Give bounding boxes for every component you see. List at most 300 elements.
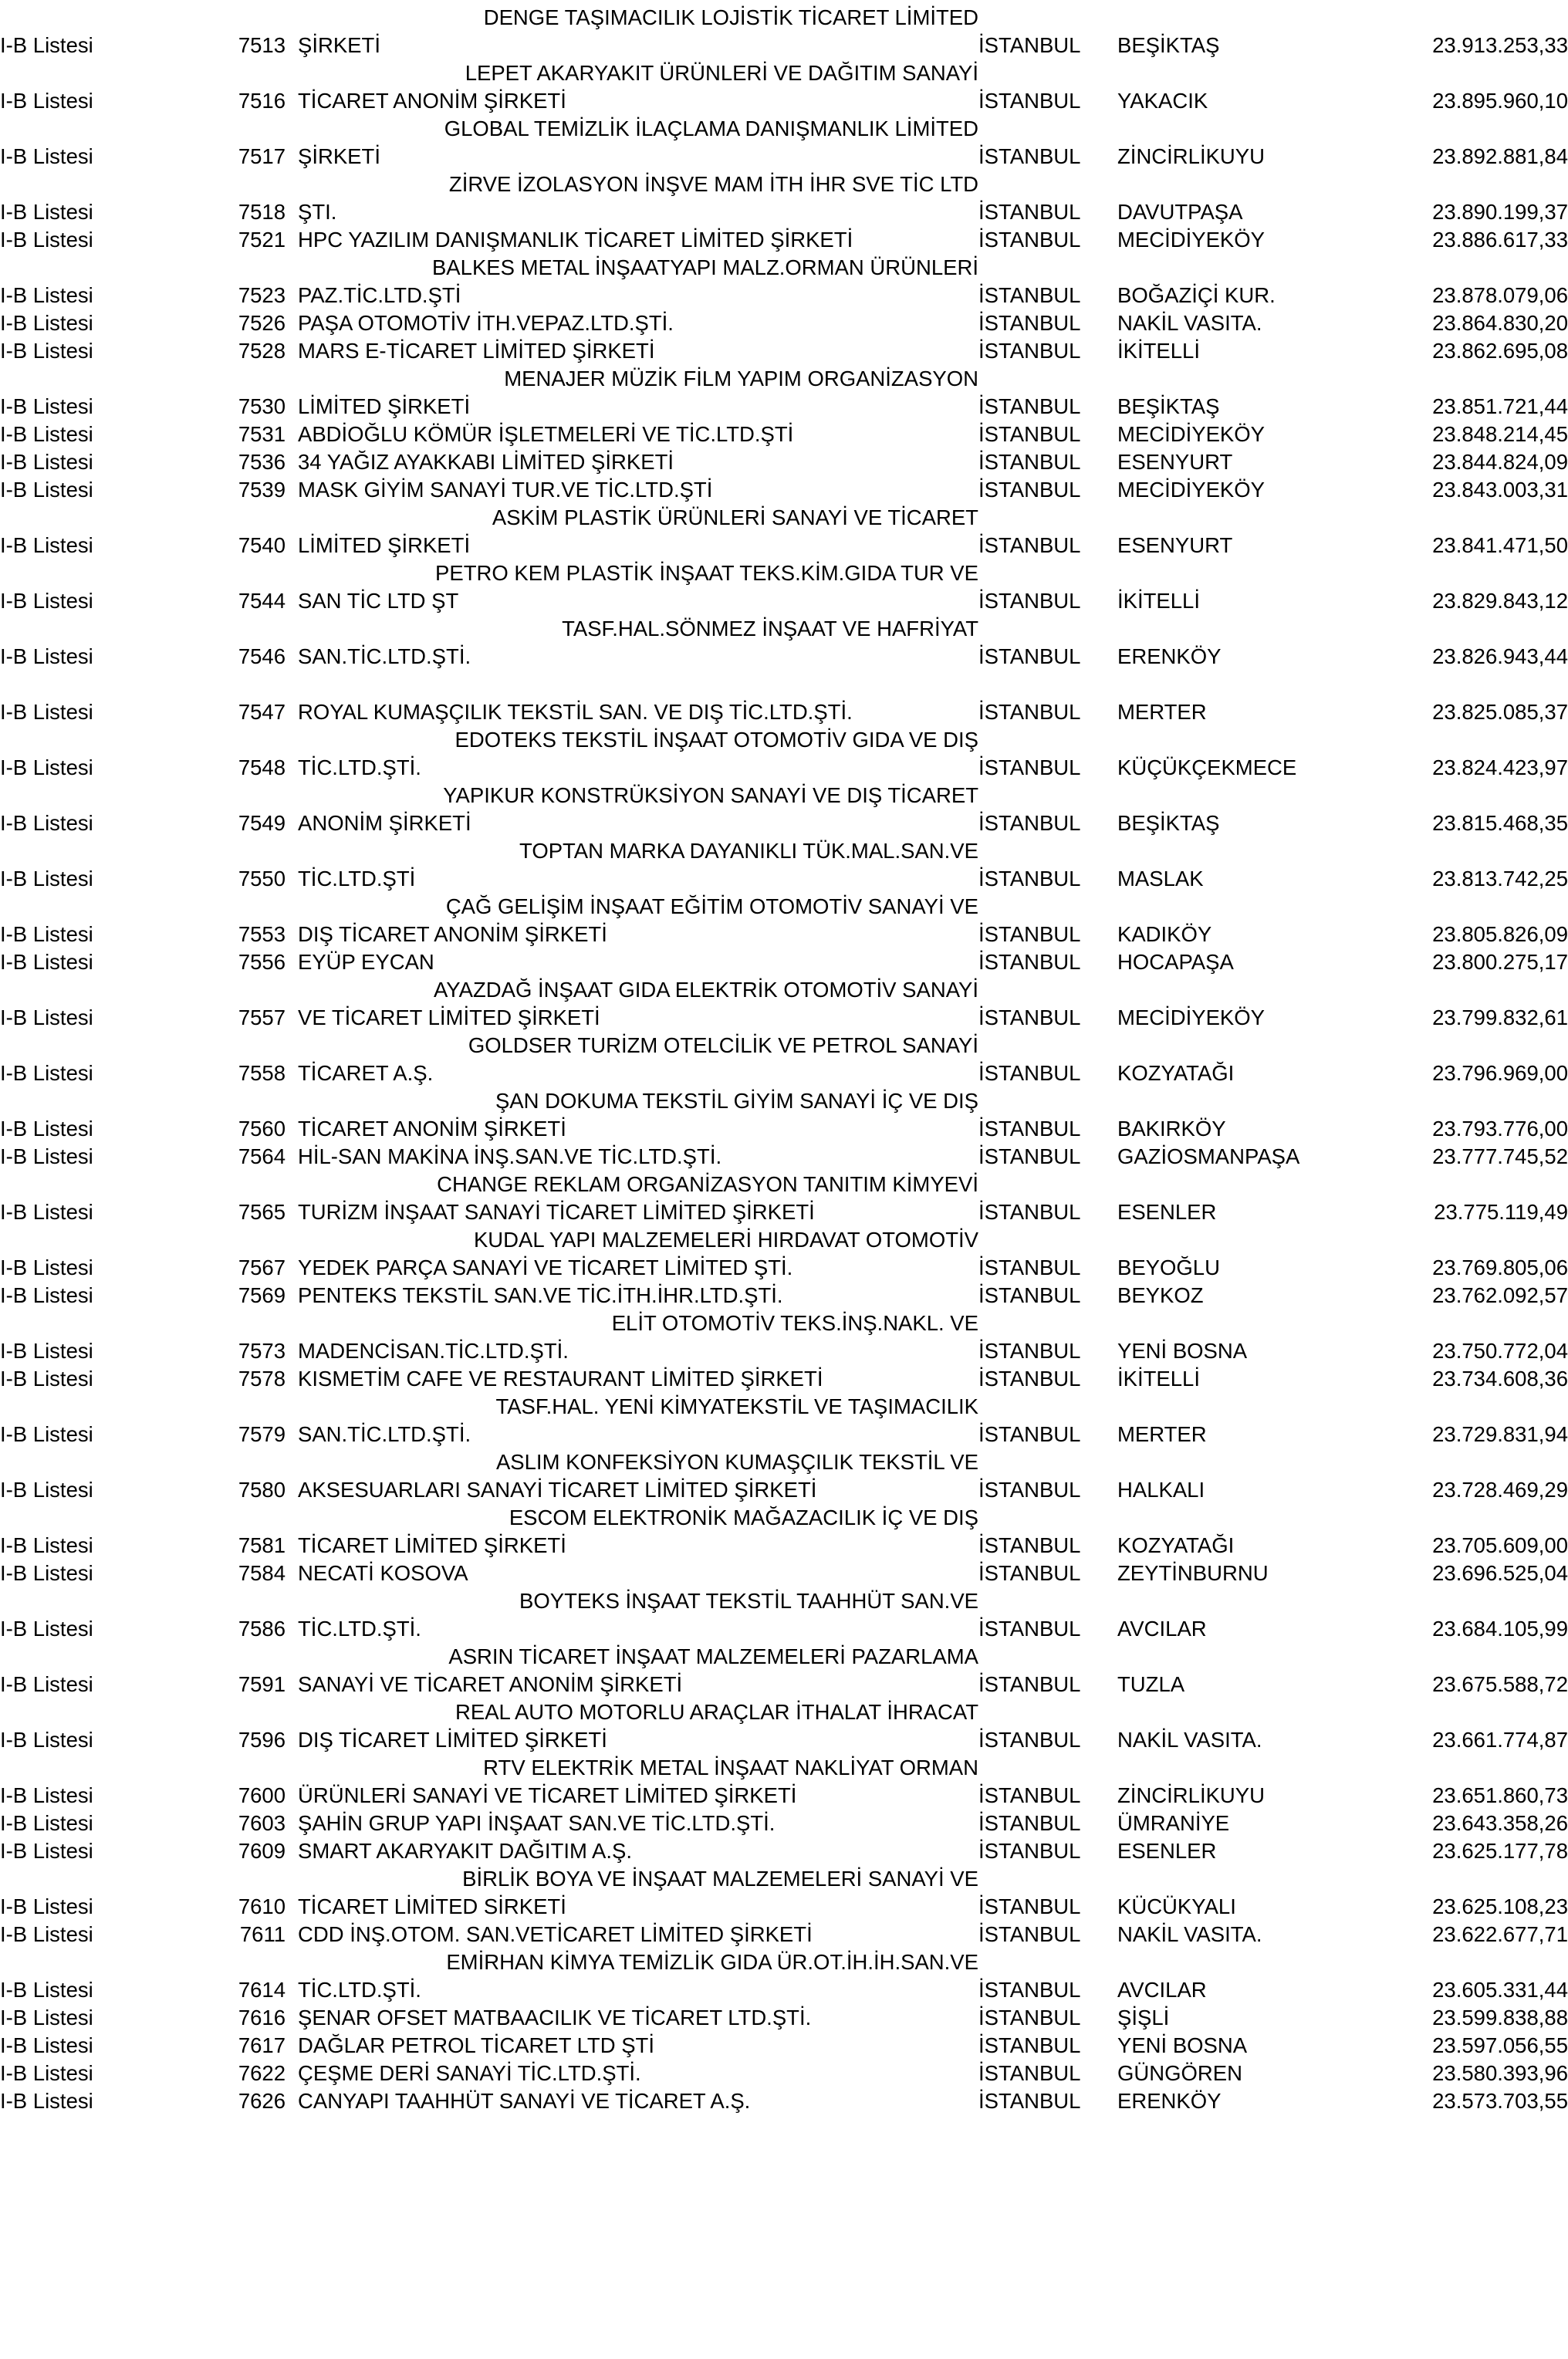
row-list-label-empty bbox=[0, 500, 231, 528]
district-cell: MECİDİYEKÖY bbox=[1117, 227, 1266, 252]
row-district-empty bbox=[1117, 611, 1395, 639]
table-row-name-continuation bbox=[0, 361, 1568, 389]
amount-cell: 23.605.331,44 bbox=[1432, 1977, 1568, 2002]
row-seq-empty bbox=[231, 556, 286, 583]
city-cell: İSTANBUL bbox=[978, 1533, 1081, 1557]
district-cell: MECİDİYEKÖY bbox=[1117, 421, 1266, 446]
city-cell: İSTANBUL bbox=[978, 1477, 1081, 1502]
table-row[interactable] bbox=[0, 333, 1568, 361]
amount-cell: 23.799.832,61 bbox=[1432, 1005, 1568, 1029]
company-name-cell: TİCARET ANONİM ŞİRKETİ bbox=[298, 1116, 566, 1141]
company-name-cell: MADENCİSAN.TİC.LTD.ŞTİ. bbox=[298, 1338, 569, 1363]
row-gap bbox=[286, 1722, 298, 1750]
row-gap bbox=[286, 1889, 298, 1917]
table-row[interactable] bbox=[0, 1139, 1568, 1167]
row-gap bbox=[286, 1861, 298, 1889]
row-amount-empty bbox=[1395, 1583, 1568, 1611]
list-name-cell: I-B Listesi bbox=[0, 1060, 93, 1085]
company-name-cell: SAN TİC LTD ŞT bbox=[298, 588, 459, 613]
row-district-empty bbox=[1117, 111, 1395, 139]
sequence-number-cell: 7609 bbox=[238, 1838, 286, 1863]
table-spacer-row bbox=[0, 667, 1568, 695]
table-row[interactable] bbox=[0, 1833, 1568, 1861]
table-row[interactable] bbox=[0, 750, 1568, 778]
city-cell: İSTANBUL bbox=[978, 1616, 1081, 1641]
city-cell: İSTANBUL bbox=[978, 2005, 1081, 2029]
table-row[interactable] bbox=[0, 583, 1568, 611]
list-name-cell: I-B Listesi bbox=[0, 1116, 93, 1141]
amount-cell: 23.728.469,29 bbox=[1432, 1477, 1568, 1502]
row-amount-empty bbox=[1395, 1306, 1568, 1333]
city-cell: İSTANBUL bbox=[978, 532, 1081, 557]
table-row[interactable] bbox=[0, 1195, 1568, 1222]
sequence-number-cell: 7531 bbox=[238, 421, 286, 446]
row-district-empty bbox=[1117, 1306, 1395, 1333]
table-row-name-continuation bbox=[0, 611, 1568, 639]
row-amount-empty bbox=[1395, 361, 1568, 389]
row-city-empty bbox=[978, 1945, 1117, 1972]
sequence-number-cell: 7578 bbox=[238, 1366, 286, 1391]
row-gap bbox=[286, 1389, 298, 1417]
table-row-name-continuation bbox=[0, 56, 1568, 83]
row-district-empty bbox=[1117, 1861, 1395, 1889]
row-gap bbox=[286, 806, 298, 833]
row-list-label-empty bbox=[0, 1861, 231, 1889]
table-row[interactable] bbox=[0, 2084, 1568, 2111]
company-name-wrapped-line: DENGE TAŞIMACILIK LOJİSTİK TİCARET LİMİTED bbox=[483, 5, 978, 29]
district-cell: MECİDİYEKÖY bbox=[1117, 1005, 1266, 1029]
row-city-empty bbox=[978, 778, 1117, 806]
amount-cell: 23.895.960,10 bbox=[1432, 88, 1568, 113]
district-cell: ERENKÖY bbox=[1117, 2088, 1222, 2113]
company-name-cell: DIŞ TİCARET LİMİTED ŞİRKETİ bbox=[298, 1727, 607, 1752]
table-row[interactable] bbox=[0, 861, 1568, 889]
table-row[interactable] bbox=[0, 1333, 1568, 1361]
amount-cell: 23.851.721,44 bbox=[1432, 394, 1568, 418]
row-district-empty bbox=[1117, 778, 1395, 806]
sequence-number-cell: 7548 bbox=[238, 755, 286, 779]
company-name-wrapped-line: BOYTEKS İNŞAAT TEKSTİL TAAHHÜT SAN.VE bbox=[519, 1588, 978, 1613]
company-name-wrapped-line: ESCOM ELEKTRONİK MAĞAZACILIK İÇ VE DIŞ bbox=[509, 1505, 978, 1529]
row-district-empty bbox=[1117, 833, 1395, 861]
row-city-empty bbox=[978, 167, 1117, 194]
row-city-empty bbox=[978, 1750, 1117, 1778]
district-cell: BEŞİKTAŞ bbox=[1117, 394, 1220, 418]
table-row[interactable] bbox=[0, 83, 1568, 111]
table-row[interactable] bbox=[0, 389, 1568, 417]
row-amount-empty bbox=[1395, 56, 1568, 83]
company-name-cell: SANAYİ VE TİCARET ANONİM ŞİRKETİ bbox=[298, 1671, 683, 1696]
row-gap bbox=[286, 1333, 298, 1361]
table-row-name-continuation bbox=[0, 1583, 1568, 1611]
company-name-wrapped-line: REAL AUTO MOTORLU ARAÇLAR İTHALAT İHRACAT bbox=[455, 1699, 978, 1724]
table-row[interactable] bbox=[0, 1250, 1568, 1278]
list-name-cell: I-B Listesi bbox=[0, 810, 93, 835]
district-cell: HOCAPAŞA bbox=[1117, 949, 1234, 974]
row-gap bbox=[286, 167, 298, 194]
row-gap bbox=[286, 2028, 298, 2056]
row-amount-empty bbox=[1395, 1500, 1568, 1528]
company-name-wrapped-line: YAPIKUR KONSTRÜKSİYON SANAYİ VE DIŞ TİCARET bbox=[443, 782, 978, 807]
list-name-cell: I-B Listesi bbox=[0, 2088, 93, 2113]
sequence-number-cell: 7549 bbox=[238, 810, 286, 835]
row-amount-empty bbox=[1395, 0, 1568, 28]
district-cell: KOZYATAĞI bbox=[1117, 1060, 1235, 1085]
row-gap bbox=[286, 417, 298, 444]
amount-cell: 23.750.772,04 bbox=[1432, 1338, 1568, 1363]
district-cell: İKİTELLİ bbox=[1117, 338, 1200, 363]
row-amount-empty bbox=[1395, 556, 1568, 583]
sequence-number-cell: 7579 bbox=[238, 1421, 286, 1446]
amount-cell: 23.848.214,45 bbox=[1432, 421, 1568, 446]
list-name-cell: I-B Listesi bbox=[0, 421, 93, 446]
table-row[interactable] bbox=[0, 639, 1568, 667]
table-row-name-continuation bbox=[0, 1306, 1568, 1333]
sequence-number-cell: 7544 bbox=[238, 588, 286, 613]
row-gap bbox=[286, 1472, 298, 1500]
table-row[interactable] bbox=[0, 2056, 1568, 2084]
list-name-cell: I-B Listesi bbox=[0, 949, 93, 974]
table-row[interactable] bbox=[0, 695, 1568, 722]
table-row-name-continuation bbox=[0, 1083, 1568, 1111]
sequence-number-cell: 7586 bbox=[238, 1616, 286, 1641]
row-gap bbox=[286, 139, 298, 167]
table-row[interactable] bbox=[0, 1472, 1568, 1500]
row-list-label-empty bbox=[0, 1945, 231, 1972]
row-list-label-empty bbox=[0, 250, 231, 278]
row-gap bbox=[286, 1445, 298, 1472]
row-gap bbox=[286, 250, 298, 278]
amount-cell: 23.643.358,26 bbox=[1432, 1810, 1568, 1835]
list-name-cell: I-B Listesi bbox=[0, 199, 93, 224]
row-seq-empty bbox=[231, 972, 286, 1000]
row-gap bbox=[286, 1750, 298, 1778]
company-name-wrapped-line: ASLIM KONFEKSİYON KUMAŞÇILIK TEKSTİL VE bbox=[495, 1449, 978, 1474]
table-row[interactable] bbox=[0, 1111, 1568, 1139]
city-cell: İSTANBUL bbox=[978, 1144, 1081, 1168]
row-amount-empty bbox=[1395, 889, 1568, 917]
row-district-empty bbox=[1117, 1695, 1395, 1722]
company-name-cell: HPC YAZILIM DANIŞMANLIK TİCARET LİMİTED ŞİRKETİ bbox=[298, 227, 853, 252]
row-city-empty bbox=[978, 1583, 1117, 1611]
sequence-number-cell: 7591 bbox=[238, 1671, 286, 1696]
district-cell: BAKIRKÖY bbox=[1117, 1116, 1226, 1141]
sequence-number-cell: 7581 bbox=[238, 1533, 286, 1557]
table-row[interactable] bbox=[0, 417, 1568, 444]
sequence-number-cell: 7617 bbox=[238, 2033, 286, 2057]
table-row[interactable] bbox=[0, 444, 1568, 472]
company-name-wrapped-line: BİRLİK BOYA VE İNŞAAT MALZEMELERİ SANAYİ VE bbox=[462, 1866, 978, 1891]
row-gap bbox=[286, 1000, 298, 1028]
table-row[interactable] bbox=[0, 28, 1568, 56]
row-amount-empty bbox=[1395, 111, 1568, 139]
table-row[interactable] bbox=[0, 1417, 1568, 1445]
company-name-cell: ÇEŞME DERİ SANAYİ TİC.LTD.ŞTİ. bbox=[298, 2060, 641, 2085]
row-district-empty bbox=[1117, 1389, 1395, 1417]
row-gap bbox=[286, 306, 298, 333]
row-gap bbox=[286, 833, 298, 861]
row-seq-empty bbox=[231, 500, 286, 528]
row-amount-empty bbox=[1395, 833, 1568, 861]
row-amount-empty bbox=[1395, 1389, 1568, 1417]
row-city-empty bbox=[978, 1639, 1117, 1667]
row-city-empty bbox=[978, 1222, 1117, 1250]
city-cell: İSTANBUL bbox=[978, 2060, 1081, 2085]
row-gap bbox=[286, 1083, 298, 1111]
amount-cell: 23.696.525,04 bbox=[1432, 1560, 1568, 1585]
company-name-cell: TİCARET LİMİTED SİRKETİ bbox=[298, 1894, 566, 1918]
sequence-number-cell: 7614 bbox=[238, 1977, 286, 2002]
sequence-number-cell: 7564 bbox=[238, 1144, 286, 1168]
row-city-empty bbox=[978, 833, 1117, 861]
row-amount-empty bbox=[1395, 1639, 1568, 1667]
table-row[interactable] bbox=[0, 1917, 1568, 1945]
sequence-number-cell: 7528 bbox=[238, 338, 286, 363]
row-seq-empty bbox=[231, 1750, 286, 1778]
city-cell: İSTANBUL bbox=[978, 1921, 1081, 1946]
table-spacer-cell bbox=[0, 667, 1568, 695]
list-name-cell: I-B Listesi bbox=[0, 88, 93, 113]
sequence-number-cell: 7553 bbox=[238, 921, 286, 946]
table-row[interactable] bbox=[0, 1722, 1568, 1750]
table-row[interactable] bbox=[0, 1806, 1568, 1833]
list-name-cell: I-B Listesi bbox=[0, 1783, 93, 1807]
row-seq-empty bbox=[231, 1389, 286, 1417]
row-seq-empty bbox=[231, 361, 286, 389]
city-cell: İSTANBUL bbox=[978, 1116, 1081, 1141]
row-list-label-empty bbox=[0, 1306, 231, 1333]
company-name-cell: CDD İNŞ.OTOM. SAN.VETİCARET LİMİTED ŞİRKETİ bbox=[298, 1921, 813, 1946]
table-row[interactable] bbox=[0, 806, 1568, 833]
row-city-empty bbox=[978, 1083, 1117, 1111]
company-name-wrapped-line: KUDAL YAPI MALZEMELERİ HIRDAVAT OTOMOTİV bbox=[473, 1227, 978, 1252]
list-name-cell: I-B Listesi bbox=[0, 1921, 93, 1946]
table-row[interactable] bbox=[0, 1361, 1568, 1389]
table-row[interactable] bbox=[0, 1528, 1568, 1556]
table-row-name-continuation bbox=[0, 722, 1568, 750]
company-name-cell: MARS E-TİCARET LİMİTED ŞİRKETİ bbox=[298, 338, 655, 363]
company-name-wrapped-line: ASKİM PLASTİK ÜRÜNLERİ SANAYİ VE TİCARET bbox=[492, 505, 978, 529]
row-gap bbox=[286, 500, 298, 528]
company-name-cell: ŞAHİN GRUP YAPI İNŞAAT SAN.VE TİC.LTD.ŞTİ. bbox=[298, 1810, 776, 1835]
city-cell: İSTANBUL bbox=[978, 1199, 1081, 1224]
row-amount-empty bbox=[1395, 250, 1568, 278]
row-district-empty bbox=[1117, 56, 1395, 83]
sequence-number-cell: 7580 bbox=[238, 1477, 286, 1502]
company-name-cell: TİCARET LİMİTED ŞİRKETİ bbox=[298, 1533, 566, 1557]
company-name-wrapped-line: TASF.HAL. YENİ KİMYATEKSTİL VE TAŞIMACILIK bbox=[495, 1394, 978, 1418]
row-district-empty bbox=[1117, 556, 1395, 583]
list-name-cell: I-B Listesi bbox=[0, 644, 93, 668]
sequence-number-cell: 7565 bbox=[238, 1199, 286, 1224]
row-amount-empty bbox=[1395, 722, 1568, 750]
amount-cell: 23.675.588,72 bbox=[1432, 1671, 1568, 1696]
table-row-name-continuation bbox=[0, 1639, 1568, 1667]
company-name-wrapped-line: RTV ELEKTRİK METAL İNŞAAT NAKLİYAT ORMAN bbox=[483, 1755, 978, 1779]
table-row[interactable] bbox=[0, 945, 1568, 972]
district-cell: ZEYTİNBURNU bbox=[1117, 1560, 1269, 1585]
company-name-wrapped-line: ELİT OTOMOTİV TEKS.İNŞ.NAKL. VE bbox=[611, 1310, 978, 1335]
row-gap bbox=[286, 1806, 298, 1833]
sequence-number-cell: 7516 bbox=[238, 88, 286, 113]
list-name-cell: I-B Listesi bbox=[0, 1366, 93, 1391]
row-city-empty bbox=[978, 972, 1117, 1000]
sequence-number-cell: 7626 bbox=[238, 2088, 286, 2113]
row-gap bbox=[286, 889, 298, 917]
row-district-empty bbox=[1117, 1750, 1395, 1778]
city-cell: İSTANBUL bbox=[978, 1283, 1081, 1307]
table-row-name-continuation bbox=[0, 833, 1568, 861]
city-cell: İSTANBUL bbox=[978, 1366, 1081, 1391]
district-cell: YAKACIK bbox=[1117, 88, 1208, 113]
company-name-cell: KISMETİM CAFE VE RESTAURANT LİMİTED ŞİRKETİ bbox=[298, 1366, 823, 1391]
district-cell: YENİ BOSNA bbox=[1117, 2033, 1248, 2057]
table-row[interactable] bbox=[0, 1972, 1568, 2000]
table-row[interactable] bbox=[0, 1000, 1568, 1028]
company-name-cell: LİMİTED ŞİRKETİ bbox=[298, 394, 471, 418]
row-amount-empty bbox=[1395, 1167, 1568, 1195]
row-amount-empty bbox=[1395, 500, 1568, 528]
company-name-wrapped-line: ZİRVE İZOLASYON İNŞVE MAM İTH İHR SVE TİC LTD bbox=[448, 171, 978, 196]
row-gap bbox=[286, 695, 298, 722]
row-city-empty bbox=[978, 1861, 1117, 1889]
row-city-empty bbox=[978, 111, 1117, 139]
table-row[interactable] bbox=[0, 1611, 1568, 1639]
list-name-cell: I-B Listesi bbox=[0, 32, 93, 57]
city-cell: İSTANBUL bbox=[978, 1338, 1081, 1363]
row-seq-empty bbox=[231, 1445, 286, 1472]
table-row[interactable] bbox=[0, 2028, 1568, 2056]
district-cell: GÜNGÖREN bbox=[1117, 2060, 1242, 2085]
amount-cell: 23.841.471,50 bbox=[1432, 532, 1568, 557]
row-list-label-empty bbox=[0, 972, 231, 1000]
district-cell: BOĞAZİÇİ KUR. bbox=[1117, 282, 1276, 307]
district-cell: ZİNCİRLİKUYU bbox=[1117, 1783, 1265, 1807]
row-city-empty bbox=[978, 611, 1117, 639]
company-name-cell: MASK GİYİM SANAYİ TUR.VE TİC.LTD.ŞTİ bbox=[298, 477, 713, 502]
table-row[interactable] bbox=[0, 222, 1568, 250]
row-list-label-empty bbox=[0, 1500, 231, 1528]
table-row[interactable] bbox=[0, 1278, 1568, 1306]
city-cell: İSTANBUL bbox=[978, 644, 1081, 668]
company-name-cell: TURİZM İNŞAAT SANAYİ TİCARET LİMİTED ŞİRKETİ bbox=[298, 1199, 815, 1224]
table-row[interactable] bbox=[0, 1556, 1568, 1583]
row-city-empty bbox=[978, 1445, 1117, 1472]
district-cell: NAKİL VASITA. bbox=[1117, 310, 1262, 335]
table-row[interactable] bbox=[0, 1889, 1568, 1917]
city-cell: İSTANBUL bbox=[978, 421, 1081, 446]
sequence-number-cell: 7557 bbox=[238, 1005, 286, 1029]
city-cell: İSTANBUL bbox=[978, 1560, 1081, 1585]
table-row-name-continuation bbox=[0, 1028, 1568, 1056]
table-row-name-continuation bbox=[0, 1389, 1568, 1417]
table-row[interactable] bbox=[0, 2000, 1568, 2028]
district-cell: İKİTELLİ bbox=[1117, 1366, 1200, 1391]
list-name-cell: I-B Listesi bbox=[0, 1977, 93, 2002]
row-district-empty bbox=[1117, 1639, 1395, 1667]
list-name-cell: I-B Listesi bbox=[0, 1727, 93, 1752]
amount-cell: 23.826.943,44 bbox=[1432, 644, 1568, 668]
list-name-cell: I-B Listesi bbox=[0, 477, 93, 502]
row-gap bbox=[286, 1111, 298, 1139]
district-cell: BEYOĞLU bbox=[1117, 1255, 1220, 1279]
row-district-empty bbox=[1117, 1445, 1395, 1472]
list-name-cell: I-B Listesi bbox=[0, 282, 93, 307]
row-district-empty bbox=[1117, 972, 1395, 1000]
row-gap bbox=[286, 750, 298, 778]
amount-cell: 23.661.774,87 bbox=[1432, 1727, 1568, 1752]
district-cell: HALKALI bbox=[1117, 1477, 1205, 1502]
district-cell: TUZLA bbox=[1117, 1671, 1185, 1696]
amount-cell: 23.729.831,94 bbox=[1432, 1421, 1568, 1446]
table-row[interactable] bbox=[0, 472, 1568, 500]
row-city-empty bbox=[978, 1500, 1117, 1528]
row-seq-empty bbox=[231, 1306, 286, 1333]
table-row[interactable] bbox=[0, 1778, 1568, 1806]
table-row[interactable] bbox=[0, 1056, 1568, 1083]
table-row-name-continuation bbox=[0, 778, 1568, 806]
row-amount-empty bbox=[1395, 778, 1568, 806]
amount-cell: 23.684.105,99 bbox=[1432, 1616, 1568, 1641]
row-gap bbox=[286, 1611, 298, 1639]
district-cell: NAKİL VASITA. bbox=[1117, 1727, 1262, 1752]
company-name-wrapped-line: GOLDSER TURİZM OTELCİLİK VE PETROL SANAYİ bbox=[468, 1032, 978, 1057]
district-cell: BEŞİKTAŞ bbox=[1117, 810, 1220, 835]
row-seq-empty bbox=[231, 889, 286, 917]
table-row[interactable] bbox=[0, 917, 1568, 945]
row-district-empty bbox=[1117, 1167, 1395, 1195]
table-row[interactable] bbox=[0, 139, 1568, 167]
district-cell: ZİNCİRLİKUYU bbox=[1117, 144, 1265, 168]
row-city-empty bbox=[978, 500, 1117, 528]
city-cell: İSTANBUL bbox=[978, 699, 1081, 724]
row-city-empty bbox=[978, 1028, 1117, 1056]
list-name-cell: I-B Listesi bbox=[0, 2033, 93, 2057]
table-row[interactable] bbox=[0, 1667, 1568, 1695]
row-list-label-empty bbox=[0, 833, 231, 861]
district-cell: ERENKÖY bbox=[1117, 644, 1222, 668]
row-seq-empty bbox=[231, 56, 286, 83]
amount-cell: 23.800.275,17 bbox=[1432, 949, 1568, 974]
row-amount-empty bbox=[1395, 611, 1568, 639]
company-name-wrapped-line: TASF.HAL.SÖNMEZ İNŞAAT VE HAFRİYAT bbox=[562, 616, 978, 640]
district-cell: MERTER bbox=[1117, 1421, 1207, 1446]
sequence-number-cell: 7584 bbox=[238, 1560, 286, 1585]
row-gap bbox=[286, 333, 298, 361]
row-list-label-empty bbox=[0, 1583, 231, 1611]
row-seq-empty bbox=[231, 0, 286, 28]
amount-cell: 23.886.617,33 bbox=[1432, 227, 1568, 252]
row-amount-empty bbox=[1395, 1750, 1568, 1778]
row-gap bbox=[286, 1167, 298, 1195]
district-cell: MERTER bbox=[1117, 699, 1207, 724]
row-city-empty bbox=[978, 556, 1117, 583]
company-name-cell: AKSESUARLARI SANAYİ TİCARET LİMİTED ŞİRKETİ bbox=[298, 1477, 817, 1502]
list-name-cell: I-B Listesi bbox=[0, 449, 93, 474]
row-gap bbox=[286, 917, 298, 945]
table-row[interactable] bbox=[0, 306, 1568, 333]
row-city-empty bbox=[978, 0, 1117, 28]
amount-cell: 23.777.745,52 bbox=[1432, 1144, 1568, 1168]
table-row-name-continuation bbox=[0, 1750, 1568, 1778]
table-row[interactable] bbox=[0, 528, 1568, 556]
list-name-cell: I-B Listesi bbox=[0, 1283, 93, 1307]
sequence-number-cell: 7521 bbox=[238, 227, 286, 252]
row-gap bbox=[286, 1833, 298, 1861]
table-row[interactable] bbox=[0, 278, 1568, 306]
amount-cell: 23.651.860,73 bbox=[1432, 1783, 1568, 1807]
table-row[interactable] bbox=[0, 194, 1568, 222]
